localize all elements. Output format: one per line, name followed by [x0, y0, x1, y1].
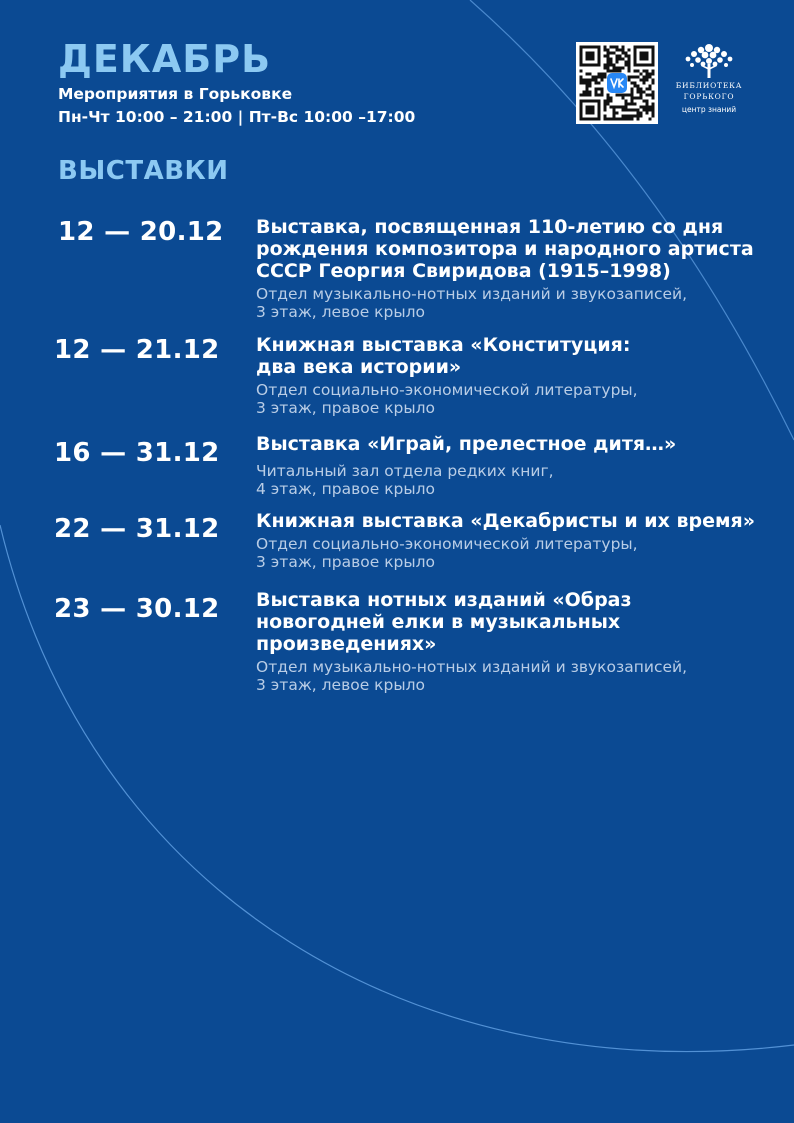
qr-module — [607, 97, 610, 100]
qr-module — [583, 79, 586, 82]
qr-module — [607, 100, 610, 103]
qr-module — [646, 112, 649, 115]
logo-name-line2: ГОРЬКОГО — [683, 91, 735, 101]
event-location-line2: 3 этаж, правое крыло — [256, 553, 436, 571]
qr-module — [622, 97, 625, 100]
qr-module — [646, 70, 649, 73]
qr-module — [631, 115, 634, 118]
qr-module — [589, 79, 592, 82]
qr-module — [607, 52, 610, 55]
event-location-line1: Читальный зал отдела редких книг, — [256, 462, 554, 480]
qr-module — [631, 94, 634, 97]
library-logo — [672, 40, 746, 126]
qr-module — [622, 58, 625, 61]
qr-module — [625, 61, 628, 64]
qr-module — [616, 118, 619, 121]
qr-module — [610, 97, 613, 100]
vk-icon — [607, 73, 627, 93]
qr-module — [646, 103, 649, 106]
qr-module — [628, 67, 631, 70]
qr-module — [619, 67, 622, 70]
qr-module — [652, 97, 655, 100]
qr-module — [652, 115, 655, 118]
qr-module — [631, 91, 634, 94]
qr-module — [643, 82, 646, 85]
qr-module — [643, 100, 646, 103]
qr-module — [619, 55, 622, 58]
qr-module — [640, 91, 643, 94]
qr-module — [631, 118, 634, 121]
qr-module — [637, 76, 640, 79]
qr-module — [604, 103, 607, 106]
qr-module — [625, 52, 628, 55]
qr-module — [628, 115, 631, 118]
qr-module — [646, 106, 649, 109]
qr-module — [598, 94, 601, 97]
event-title: Выставка нотных изданий «Образ новогодней елки в музыкальных произведениях» — [256, 589, 632, 655]
qr-module — [652, 94, 655, 97]
qr-module — [631, 82, 634, 85]
qr-module — [625, 94, 628, 97]
qr-module — [631, 109, 634, 112]
section-title: ВЫСТАВКИ — [58, 156, 229, 186]
event-location-line2: 3 этаж, левое крыло — [256, 303, 425, 321]
qr-module — [604, 109, 607, 112]
qr-module — [631, 100, 634, 103]
event-title: Выставка, посвященная 110-летию со дня рождения композитора и народного артиста СССР Георгия Свиридова (1915–1998) — [256, 216, 754, 282]
qr-module — [637, 85, 640, 88]
qr-module — [598, 82, 601, 85]
qr-module — [607, 58, 610, 61]
event-title: Книжная выставка «Декабристы и их время» — [256, 510, 755, 532]
qr-module — [613, 52, 616, 55]
qr-module — [595, 91, 598, 94]
qr-module — [640, 115, 643, 118]
event-title: Выставка «Играй, прелестное дитя…» — [256, 433, 677, 455]
qr-module — [580, 94, 583, 97]
qr-module — [646, 76, 649, 79]
qr-module — [622, 46, 625, 49]
qr-module — [583, 91, 586, 94]
qr-module — [619, 118, 622, 121]
qr-module — [643, 109, 646, 112]
event-location-line2: 3 этаж, левое крыло — [256, 676, 425, 694]
qr-module — [601, 91, 604, 94]
qr-module — [601, 79, 604, 82]
qr-module — [622, 52, 625, 55]
qr-module — [652, 109, 655, 112]
qr-module — [637, 88, 640, 91]
qr-module — [616, 106, 619, 109]
qr-module — [652, 82, 655, 85]
qr-module — [628, 79, 631, 82]
qr-module — [616, 70, 619, 73]
qr-module — [622, 67, 625, 70]
qr-module — [601, 76, 604, 79]
event-location-line2: 4 этаж, правое крыло — [256, 480, 436, 498]
qr-module — [637, 91, 640, 94]
qr-module — [652, 70, 655, 73]
qr-module — [646, 88, 649, 91]
qr-module — [592, 79, 595, 82]
event-details — [256, 589, 776, 694]
qr-module — [580, 76, 583, 79]
tree-icon — [679, 40, 739, 80]
qr-module — [619, 106, 622, 109]
qr-module — [625, 64, 628, 67]
qr-module — [610, 52, 613, 55]
qr-module — [628, 49, 631, 52]
event-date: 12 — 20.12 — [58, 217, 224, 247]
qr-module — [604, 106, 607, 109]
qr-module — [604, 64, 607, 67]
qr-module — [613, 67, 616, 70]
qr-module — [646, 79, 649, 82]
qr-module — [631, 88, 634, 91]
qr-module — [646, 73, 649, 76]
qr-module — [631, 76, 634, 79]
qr-module — [643, 79, 646, 82]
qr-module — [604, 118, 607, 121]
qr-module — [616, 55, 619, 58]
qr-module — [595, 94, 598, 97]
event-date: 16 — 31.12 — [54, 438, 220, 468]
qr-module — [634, 109, 637, 112]
qr-module — [589, 94, 592, 97]
qr-module — [619, 58, 622, 61]
qr-module — [613, 112, 616, 115]
qr-module — [598, 88, 601, 91]
qr-module — [613, 106, 616, 109]
qr-module — [604, 115, 607, 118]
qr-finder-center — [640, 52, 649, 61]
qr-module — [589, 73, 592, 76]
qr-module — [640, 97, 643, 100]
qr-module — [640, 73, 643, 76]
qr-module — [607, 103, 610, 106]
qr-module — [643, 91, 646, 94]
event-location-line1: Отдел музыкально-нотных изданий и звукозаписей, — [256, 658, 688, 676]
qr-module — [613, 115, 616, 118]
qr-module — [607, 55, 610, 58]
event-details — [256, 510, 776, 571]
event-location-line1: Отдел музыкально-нотных изданий и звукозаписей, — [256, 285, 688, 303]
event-location-line1: Отдел социально-экономической литературы, — [256, 535, 638, 553]
qr-module — [595, 82, 598, 85]
qr-module — [643, 106, 646, 109]
qr-module — [643, 76, 646, 79]
qr-module — [649, 106, 652, 109]
qr-module — [652, 112, 655, 115]
qr-module — [616, 46, 619, 49]
qr-module — [589, 85, 592, 88]
qr-module — [592, 76, 595, 79]
qr-module — [595, 79, 598, 82]
qr-module — [601, 88, 604, 91]
qr-module — [607, 118, 610, 121]
qr-module — [628, 70, 631, 73]
qr-module — [598, 76, 601, 79]
qr-module — [625, 115, 628, 118]
qr-module — [622, 94, 625, 97]
qr-module — [586, 85, 589, 88]
qr-module — [610, 118, 613, 121]
qr-module — [652, 79, 655, 82]
qr-module — [631, 97, 634, 100]
qr-module — [583, 82, 586, 85]
qr-finder-center — [586, 106, 595, 115]
qr-module — [607, 67, 610, 70]
qr-module — [652, 91, 655, 94]
qr-module — [652, 73, 655, 76]
qr-module — [649, 73, 652, 76]
qr-module — [646, 94, 649, 97]
qr-module — [583, 94, 586, 97]
event-location — [256, 658, 776, 694]
event-title: Книжная выставка «Конституция: два века истории» — [256, 334, 631, 378]
qr-module — [616, 94, 619, 97]
qr-module — [607, 94, 610, 97]
qr-module — [628, 76, 631, 79]
qr-module — [640, 106, 643, 109]
qr-module — [628, 55, 631, 58]
page-subtitle: Мероприятия в Горьковке — [58, 85, 293, 103]
qr-module — [649, 94, 652, 97]
qr-module — [580, 70, 583, 73]
event-details — [256, 433, 776, 498]
qr-finder-center — [586, 52, 595, 61]
event-date: 23 — 30.12 — [54, 594, 220, 624]
qr-module — [649, 76, 652, 79]
qr-module — [628, 94, 631, 97]
qr-module — [598, 73, 601, 76]
qr-module — [613, 46, 616, 49]
event-date: 22 — 31.12 — [54, 514, 220, 544]
qr-module — [607, 49, 610, 52]
qr-module — [610, 106, 613, 109]
event-details — [256, 216, 776, 321]
qr-module — [622, 109, 625, 112]
qr-module — [625, 55, 628, 58]
qr-module — [622, 118, 625, 121]
qr-module — [634, 76, 637, 79]
month-title: ДЕКАБРЬ — [58, 37, 272, 81]
qr-module — [619, 94, 622, 97]
qr-module — [616, 58, 619, 61]
qr-module — [616, 49, 619, 52]
qr-module — [628, 109, 631, 112]
qr-module — [610, 61, 613, 64]
qr-module — [586, 88, 589, 91]
qr-module — [631, 103, 634, 106]
qr-module — [607, 64, 610, 67]
qr-module — [619, 70, 622, 73]
qr-module — [616, 61, 619, 64]
qr-module — [643, 70, 646, 73]
qr-module — [610, 58, 613, 61]
qr-module — [601, 94, 604, 97]
qr-module — [628, 58, 631, 61]
qr-module — [649, 88, 652, 91]
logo-name-line1: БИБЛИОТЕКА — [675, 81, 743, 90]
qr-module — [613, 64, 616, 67]
qr-module — [604, 67, 607, 70]
qr-module — [616, 67, 619, 70]
event-location — [256, 535, 776, 571]
qr-module — [634, 85, 637, 88]
qr-module — [625, 109, 628, 112]
qr-module — [580, 79, 583, 82]
qr-module — [622, 106, 625, 109]
qr-module — [625, 106, 628, 109]
event-location-line2: 3 этаж, правое крыло — [256, 399, 436, 417]
qr-module — [649, 118, 652, 121]
qr-module — [649, 85, 652, 88]
qr-module — [625, 100, 628, 103]
qr-module — [628, 118, 631, 121]
qr-module — [604, 73, 607, 76]
qr-module — [622, 49, 625, 52]
qr-module — [586, 82, 589, 85]
qr-module — [604, 46, 607, 49]
opening-hours: Пн-Чт 10:00 – 21:00 | Пт-Вс 10:00 –17:00 — [58, 108, 416, 126]
qr-module — [634, 82, 637, 85]
qr-module — [640, 88, 643, 91]
event-details — [256, 334, 776, 417]
qr-module — [613, 118, 616, 121]
qr-module — [652, 106, 655, 109]
qr-module — [622, 115, 625, 118]
qr-module — [586, 79, 589, 82]
qr-module — [586, 94, 589, 97]
qr-module — [604, 76, 607, 79]
qr-module — [610, 70, 613, 73]
qr-module — [616, 112, 619, 115]
qr-module — [625, 103, 628, 106]
qr-module — [634, 115, 637, 118]
qr-module — [595, 76, 598, 79]
qr-module — [640, 112, 643, 115]
qr-module — [586, 73, 589, 76]
qr-module — [589, 82, 592, 85]
qr-module — [604, 55, 607, 58]
qr-module — [604, 100, 607, 103]
qr-module — [640, 79, 643, 82]
qr-module — [637, 115, 640, 118]
qr-module — [580, 82, 583, 85]
qr-module — [613, 109, 616, 112]
qr-module — [613, 70, 616, 73]
qr-module — [628, 64, 631, 67]
qr-module — [619, 49, 622, 52]
event-location-line1: Отдел социально-экономической литературы, — [256, 381, 638, 399]
qr-module — [637, 118, 640, 121]
qr-module — [646, 109, 649, 112]
qr-module — [586, 91, 589, 94]
logo-tagline: центр знаний — [681, 105, 737, 115]
qr-module — [637, 112, 640, 115]
event-location — [256, 462, 776, 498]
qr-module — [628, 61, 631, 64]
qr-code-pattern — [576, 42, 658, 124]
qr-module — [637, 109, 640, 112]
qr-module — [595, 88, 598, 91]
qr-module — [634, 70, 637, 73]
qr-module — [652, 103, 655, 106]
qr-module — [640, 94, 643, 97]
qr-module — [607, 61, 610, 64]
qr-module — [634, 97, 637, 100]
qr-module — [646, 100, 649, 103]
qr-code[interactable] — [576, 42, 658, 124]
qr-module — [589, 91, 592, 94]
qr-module — [601, 73, 604, 76]
qr-module — [637, 97, 640, 100]
qr-module — [607, 70, 610, 73]
qr-module — [610, 46, 613, 49]
qr-module — [637, 70, 640, 73]
qr-module — [610, 64, 613, 67]
event-location — [256, 285, 776, 321]
qr-module — [625, 118, 628, 121]
qr-module — [628, 103, 631, 106]
qr-module — [604, 49, 607, 52]
qr-module — [649, 109, 652, 112]
qr-module — [610, 100, 613, 103]
event-date: 12 — 21.12 — [54, 335, 220, 365]
event-location — [256, 381, 776, 417]
qr-module — [634, 103, 637, 106]
